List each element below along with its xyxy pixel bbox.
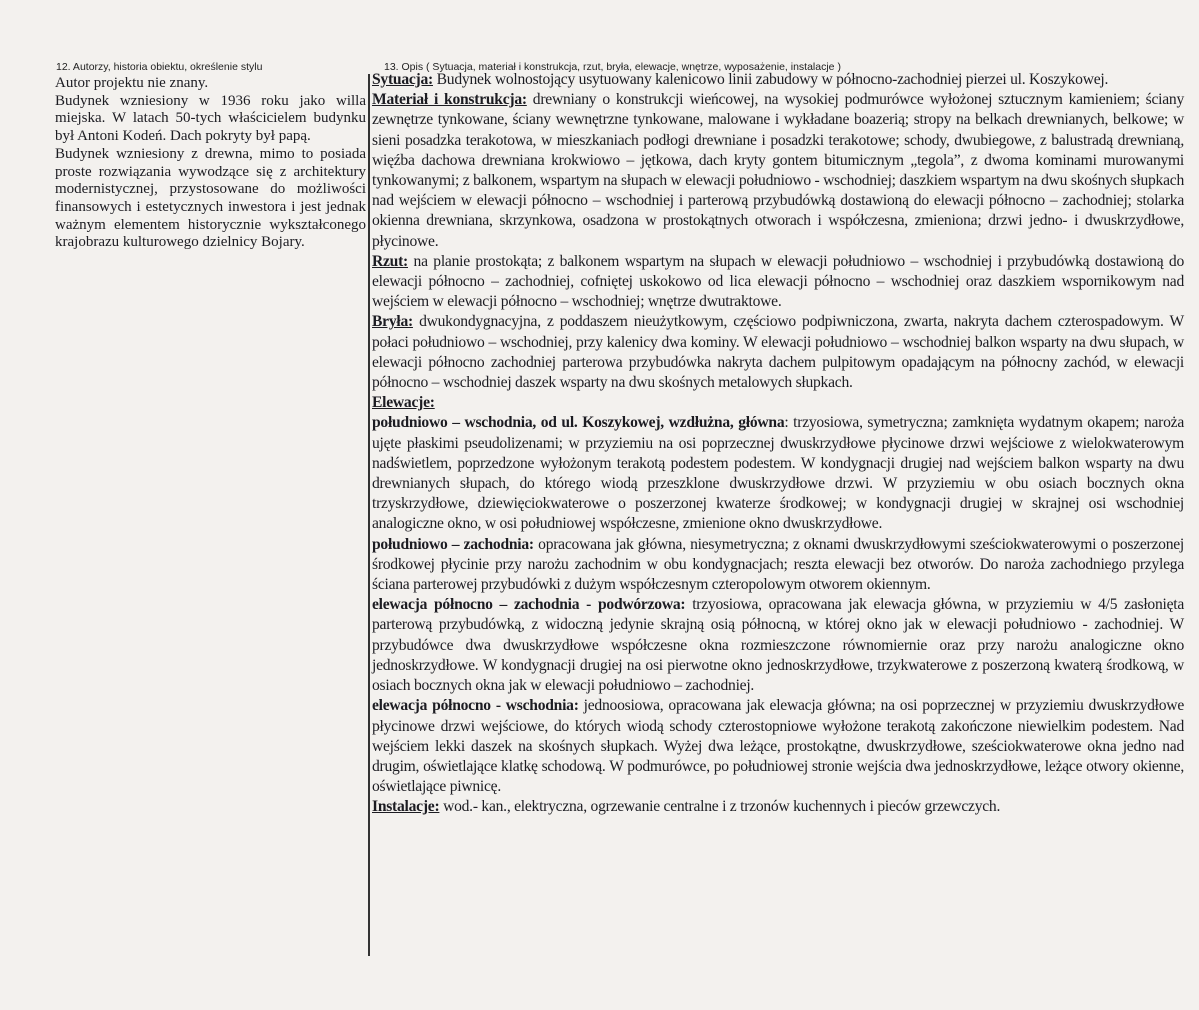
section-13-heading: 13. Opis ( Sytuacja, materiał i konstrukcja, rzut, bryła, elewacje, wnętrze, wyposażenie, instalacje ) — [384, 61, 841, 73]
style-paragraph: Budynek wzniesiony z drewna, mimo to posiada proste rozwiązania wywodzące się z architektury modernistycznej, przystosowane do możliwości finansowych i estetycznych inwestora i jest jednak ważnym elementem historycznie wykształconego krajobrazu kulturowego dzielnicy Bojary. — [55, 145, 366, 251]
history-paragraph: Budynek wzniesiony w 1936 roku jako willa miejska. W latach 50-tych właścicielem budynku był Antoni Kodeń. Dach pokryty był papą. — [55, 92, 366, 145]
section-12-heading: 12. Autorzy, historia obiektu, określenie stylu — [56, 61, 263, 73]
bryla-paragraph — [372, 312, 1184, 393]
rzut-text: na planie prostokąta; z balkonem wspartym na słupach w elewacji południowo – wschodniej i przybudówką dostawioną do elewacji północno – zachodniej, cofniętej uskokowo od lica elewacji północno – wschodniej oraz daszkiem wspornikowym nad wejściem w elewacji północno – wschodniej; wnętrze dwutraktowe. — [372, 252, 1184, 311]
material-paragraph — [372, 90, 1184, 252]
elevation-label: południowo – wschodnia, od ul. Koszykowej, wzdłużna, główna — [372, 414, 785, 432]
instalacje-text: wod.- kan., elektryczna, ogrzewanie centralne i z trzonów kuchennych i pieców grzewczych. — [439, 798, 1001, 816]
authors-history-column — [55, 75, 366, 252]
description-column — [372, 70, 1184, 818]
elevation-label: południowo – zachodnia: — [372, 535, 534, 553]
elevation-paragraph — [372, 696, 1184, 797]
elewacje-heading — [372, 393, 1184, 413]
rzut-paragraph — [372, 252, 1184, 313]
instalacje-paragraph — [372, 797, 1184, 817]
material-label: Materiał i konstrukcja: — [372, 91, 527, 109]
elevation-paragraph — [372, 413, 1184, 534]
elevation-paragraph — [372, 535, 1184, 596]
instalacje-label: Instalacje: — [372, 798, 440, 816]
elevation-label: elewacja północno - wschodnia: — [372, 697, 579, 715]
sytuacja-label: Sytuacja: — [372, 71, 433, 88]
column-divider — [368, 74, 370, 956]
author-paragraph: Autor projektu nie znany. — [55, 75, 209, 91]
sytuacja-text: Budynek wolnostojący usytuowany kalenicowo linii zabudowy w północno-zachodniej pierzei ul. Koszykowej. — [433, 71, 1109, 88]
material-text: drewniany o konstrukcji wieńcowej, na wysokiej podmurówce wyłożonej sztucznym kamieniem; ściany zewnętrze tynkowane, ściany wewnętrzne tynkowane, malowane i wykładane boazerią; stropy na belkach drewnianych, belkowe; w sieni posadzka terakotowa, w mieszkaniach podłogi drewniane i posadzki terakotowe; schody, dwubiegowe, z balustradą drewnianą, więźba dachowa drewniana krokwiowo – jętkowa, dach kryty gontem bitumicznym „tegola”, z dwoma kominami murowanymi tynkowanymi; z balkonem, wspartym na słupach w elewacji południowo - wschodniej; daszkiem wspartym na dwu skośnych słupkach nad wejściem w elewacji północno – wschodniej i parterową przybudówką dostawioną do elewacji północno – zachodniej; stolarka okienna drewniana, skrzynkowa, osadzona w prostokątnych otworach i współczesna, zmieniona; drzwi jedno- i dwuskrzydłowe, płycinowe. — [372, 91, 1184, 250]
bryla-text: dwukondygnacyjna, z poddaszem nieużytkowym, częściowo podpiwniczona, zwarta, nakryta dachem czterospadowym. W połaci południowo – wschodniej, przy kalenicy dwa kominy. W elewacji południowo – wschodniej balkon wsparty na dwu słupach, w elewacji północno zachodniej parterowa przybudówka nakryta dachem pulpitowym opadającym na północny zachód, w elewacji północno – wschodniej daszek wsparty na dwu skośnych metalowych słupkach. — [372, 313, 1184, 392]
rzut-label: Rzut: — [372, 252, 408, 270]
bryla-label: Bryła: — [372, 313, 413, 331]
elevation-text: : trzyosiowa, symetryczna; zamknięta wydatnym okapem; naroża ujęte płaskimi pseudolizenami; w przyziemiu na osi poprzecznej dwuskrzydłowe płycinowe drzwi wejściowe z wielokwaterowym nadświetlem, poprzedzone wyłożonym terakotą podestem podestem. W kondygnacji drugiej nad wejściem balkon wsparty na dwu drewnianych słupach, do którego wiodą przeszklone dwuskrzydłowe drzwi. W przyziemiu w obu osiach bocznych okna trzyskrzydłowe, dziewięciokwaterowe o poszerzonej kwaterze środkowej; w kondygnacji drugiej w skrajnej osi wschodniej analogiczne okno, w osi południowej współczesne, zmienione okno dwuskrzydłowe. — [372, 414, 1184, 533]
elevation-text: jednoosiowa, opracowana jak elewacja główna; na osi poprzecznej w przyziemiu dwuskrzydłowe płycinowe drzwi wejściowe, do których wiodą schody czterostopniowe wyłożone terakotą zakończone niewielkim podestem. Nad wejściem lekki daszek na skośnych słupkach. Wyżej dwa leżące, prostokątne, dwuskrzydłowe, sześciokwaterowe okna jedno nad drugim, oświetlające klatkę schodową. W podmurówce, po południowej stronie wejścia dwa jednoskrzydłowe, leżące otwory okienne, oświetlające piwnicę. — [372, 697, 1184, 796]
elevation-text: opracowana jak główna, niesymetryczna; z oknami dwuskrzydłowymi sześciokwaterowymi o poszerzonej środkowej płycinie przy narożu zachodnim w obu kondygnacjach; reszta elewacji bez otworów. Do naroża zachodniego przylega ściana parterowej przybudówki z dużym współczesnym czteropolowym otworem okiennym. — [372, 535, 1184, 594]
elevation-label: elewacja północno – zachodnia - podwórzowa: — [372, 596, 686, 614]
elewacje-label: Elewacje: — [372, 394, 435, 412]
sytuacja-paragraph — [372, 70, 1184, 90]
elevation-paragraph — [372, 595, 1184, 696]
elevation-text: trzyosiowa, opracowana jak elewacja główna, w przyziemiu w 4/5 zasłonięta parterową przybudówką, z widoczną jedynie skrajną osią północną, w której okno jak w elewacji południowo - zachodniej. W przybudówce dwa dwuskrzydłowe współczesne okna rozmieszczone równomiernie oraz przy narożu analogiczne okno jednoskrzydłowe. W kondygnacji drugiej na osi pierwotne okno jednoskrzydłowe, trzykwaterowe z poszerzoną kwaterą środkową, w osiach bocznych okna jak w elewacji południowo – zachodniej. — [372, 596, 1184, 695]
